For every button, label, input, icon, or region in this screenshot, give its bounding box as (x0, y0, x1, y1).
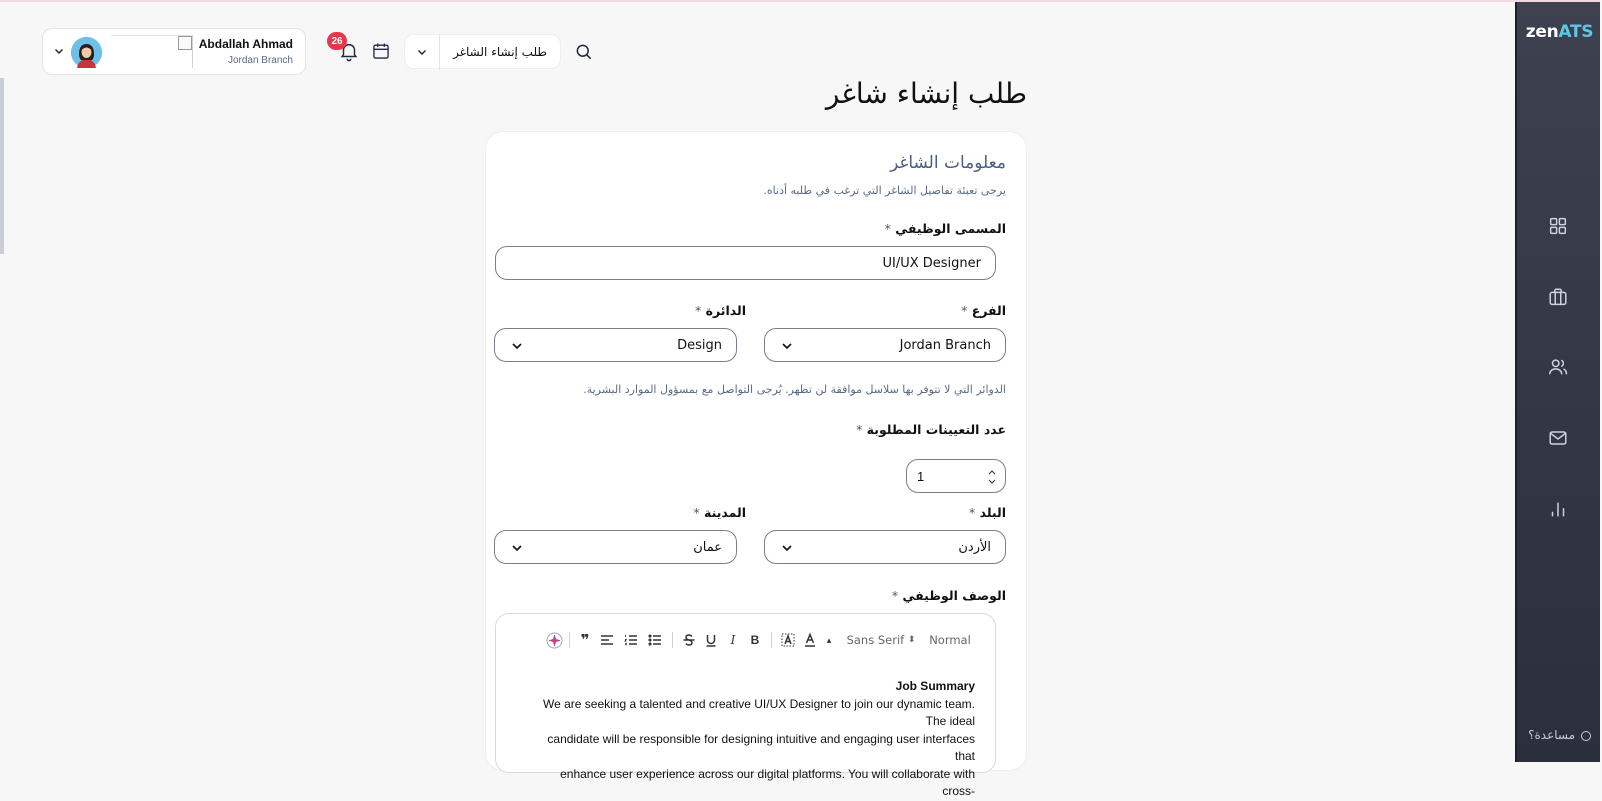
zenats-logo[interactable] (1517, 22, 1602, 42)
notification-badge: 26 (327, 32, 347, 50)
branch-label: الفرع * (961, 303, 1006, 318)
user-menu[interactable] (42, 28, 306, 75)
updown-icon: ⬍ (907, 635, 916, 645)
logo-accent-text: ATS (1558, 22, 1594, 42)
quote-icon: ❞ (580, 632, 590, 649)
underline-button[interactable] (700, 630, 722, 650)
text-color-icon (803, 633, 817, 647)
description-editor[interactable] (495, 613, 996, 798)
grid-icon (1547, 215, 1569, 237)
department-label: الدائرة * (695, 303, 746, 318)
size-select[interactable] (821, 630, 837, 650)
description-label: الوصف الوظيفي * (891, 588, 1006, 603)
align-left-icon (600, 633, 614, 647)
company-logo-image (111, 35, 193, 68)
search-icon[interactable] (574, 42, 594, 62)
job-title-input[interactable] (495, 246, 996, 280)
help-label: مساعدة؟ (1528, 728, 1576, 742)
hires-count-value: 1 (917, 469, 925, 484)
bold-button[interactable] (744, 630, 766, 650)
chevron-down-icon (511, 340, 523, 352)
font-select[interactable] (837, 630, 925, 650)
section-subtitle: يرجى تعبئة تفاصيل الشاغر التي ترغب في طلبه أدناه. (763, 184, 1006, 197)
page-select-label: طلب إنشاء الشاغر (453, 45, 547, 59)
country-value: الأردن (958, 540, 991, 555)
chevron-down-icon (781, 340, 793, 352)
sidebar (1515, 2, 1600, 762)
job-title-label: المسمى الوظيفي * (884, 221, 1006, 236)
content-line: We are seeking a talented and creative UI/UX Designer to join our dynamic team. The ideal (543, 696, 975, 728)
nav-dashboard-button[interactable] (1545, 213, 1571, 239)
scrollbar-thumb[interactable] (0, 78, 4, 254)
chevron-down-icon (781, 542, 793, 554)
briefcase-icon (1547, 286, 1569, 308)
department-note: الدوائر التي لا تتوفر بها سلاسل موافقة لن تظهر. يُرجى التواصل مع بمسؤول الموارد البشرية. (583, 383, 1006, 396)
font-select-value: Sans Serif (846, 633, 905, 647)
sparkle-icon (545, 631, 564, 650)
page-select-dropdown[interactable] (404, 34, 561, 69)
align-button[interactable] (595, 630, 619, 650)
format-select[interactable] (925, 630, 975, 650)
vacancy-info-card (485, 131, 1027, 798)
italic-button[interactable] (722, 630, 744, 650)
user-branch: Jordan Branch (227, 55, 293, 66)
content-heading: Job Summary (895, 679, 975, 693)
city-value: عمان (693, 540, 722, 555)
mail-icon (1547, 427, 1569, 449)
job-title-value: UI/UX Designer (882, 256, 981, 271)
text-color-button[interactable] (799, 630, 821, 650)
blockquote-button[interactable] (575, 630, 595, 650)
bold-icon: B (750, 633, 760, 647)
underline-icon (704, 633, 718, 647)
nav-jobs-button[interactable] (1545, 284, 1571, 310)
user-name: Abdallah Ahmad (198, 37, 293, 51)
content-line: candidate will be responsible for designing intuitive and engaging user interfaces that (547, 731, 975, 763)
bullet-list-icon (648, 633, 662, 647)
highlight-color-button[interactable] (777, 630, 799, 650)
bar-chart-icon (1547, 498, 1569, 520)
editor-toolbar (545, 630, 975, 650)
section-title: معلومات الشاغر (890, 153, 1006, 173)
branch-select[interactable] (764, 328, 1006, 362)
hires-count-stepper[interactable] (906, 459, 1006, 493)
nav-messages-button[interactable] (1545, 425, 1571, 451)
italic-icon: I (730, 633, 736, 647)
help-icon (1581, 731, 1591, 741)
updown-icon: ▴ (826, 634, 832, 645)
content-line: enhance user experience across our digital platforms. You will collaborate with cross- (560, 766, 975, 798)
branch-value: Jordan Branch (899, 338, 991, 353)
ordered-list-button[interactable] (619, 630, 643, 650)
editor-content[interactable] (525, 678, 975, 801)
help-link[interactable] (1517, 728, 1602, 742)
chevron-down-icon (53, 45, 65, 57)
hires-count-label: عدد التعيينات المطلوبة * (856, 422, 1006, 437)
ai-assist-button[interactable] (545, 630, 564, 650)
nav-reports-button[interactable] (1545, 496, 1571, 522)
department-value: Design (677, 338, 722, 353)
department-select[interactable] (494, 328, 737, 362)
chevron-down-icon (416, 46, 428, 58)
avatar (71, 37, 102, 68)
chevron-down-icon (511, 542, 523, 554)
nav-candidates-button[interactable] (1545, 354, 1571, 380)
ordered-list-icon (624, 633, 638, 647)
bullet-list-button[interactable] (643, 630, 667, 650)
strikethrough-button[interactable] (678, 630, 700, 650)
calendar-icon[interactable] (371, 41, 391, 61)
users-icon (1547, 356, 1569, 378)
city-label: المدينة * (693, 505, 746, 520)
country-select[interactable] (764, 530, 1006, 564)
page-title: طلب إنشاء شاغر (825, 77, 1027, 110)
highlight-icon (781, 633, 795, 647)
city-select[interactable] (494, 530, 737, 564)
strikethrough-icon (682, 633, 696, 647)
format-select-value: Normal (929, 633, 971, 647)
country-label: البلد * (968, 505, 1006, 520)
stepper-arrows-icon[interactable] (987, 465, 997, 489)
logo-main-text: zen (1525, 22, 1559, 42)
